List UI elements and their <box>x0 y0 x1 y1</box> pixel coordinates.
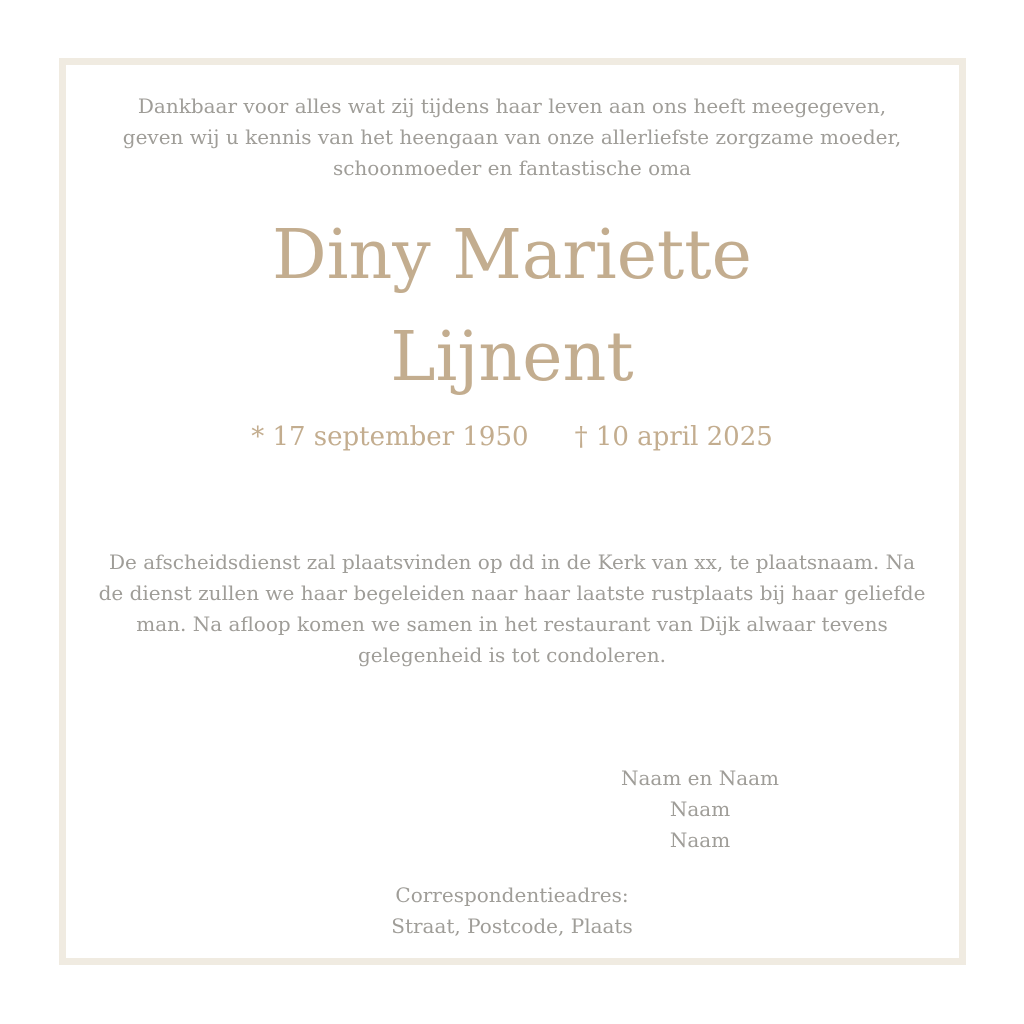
name-line: Diny Mariette <box>272 216 752 295</box>
signer-name: Naam en Naam <box>620 766 780 790</box>
birth-date: * 17 september 1950 <box>251 422 529 452</box>
signers-list <box>572 763 828 856</box>
service-line: man. Na afloop komen we samen in het restaurant van Dijk alwaar tevens <box>136 612 888 636</box>
signer-name: Naam <box>669 828 731 852</box>
correspondence-address <box>352 880 672 942</box>
card-border <box>59 58 966 965</box>
death-date: † 10 april 2025 <box>574 422 773 452</box>
intro-line: schoonmoeder en fantastische oma <box>332 156 692 180</box>
name-line: Lijnent <box>390 318 634 397</box>
deceased-name <box>80 205 944 409</box>
intro-line: geven wij u kennis van het heengaan van onze allerliefste zorgzame moeder, <box>122 125 902 149</box>
service-line: gelegenheid is tot condoleren. <box>358 643 666 667</box>
service-line: De afscheidsdienst zal plaatsvinden op dd in de Kerk van xx, te plaatsnaam. Na <box>108 550 915 574</box>
signer-name: Naam <box>669 797 731 821</box>
service-line: de dienst zullen we haar begeleiden naar haar laatste rustplaats bij haar geliefde <box>98 581 926 605</box>
service-info <box>78 547 946 671</box>
correspondence-address-line: Straat, Postcode, Plaats <box>391 914 633 938</box>
intro-line: Dankbaar voor alles wat zij tijdens haar leven aan ons heeft meegegeven, <box>137 94 887 118</box>
intro-text <box>80 91 944 184</box>
correspondence-label: Correspondentieadres: <box>395 883 629 907</box>
life-dates <box>80 417 944 457</box>
